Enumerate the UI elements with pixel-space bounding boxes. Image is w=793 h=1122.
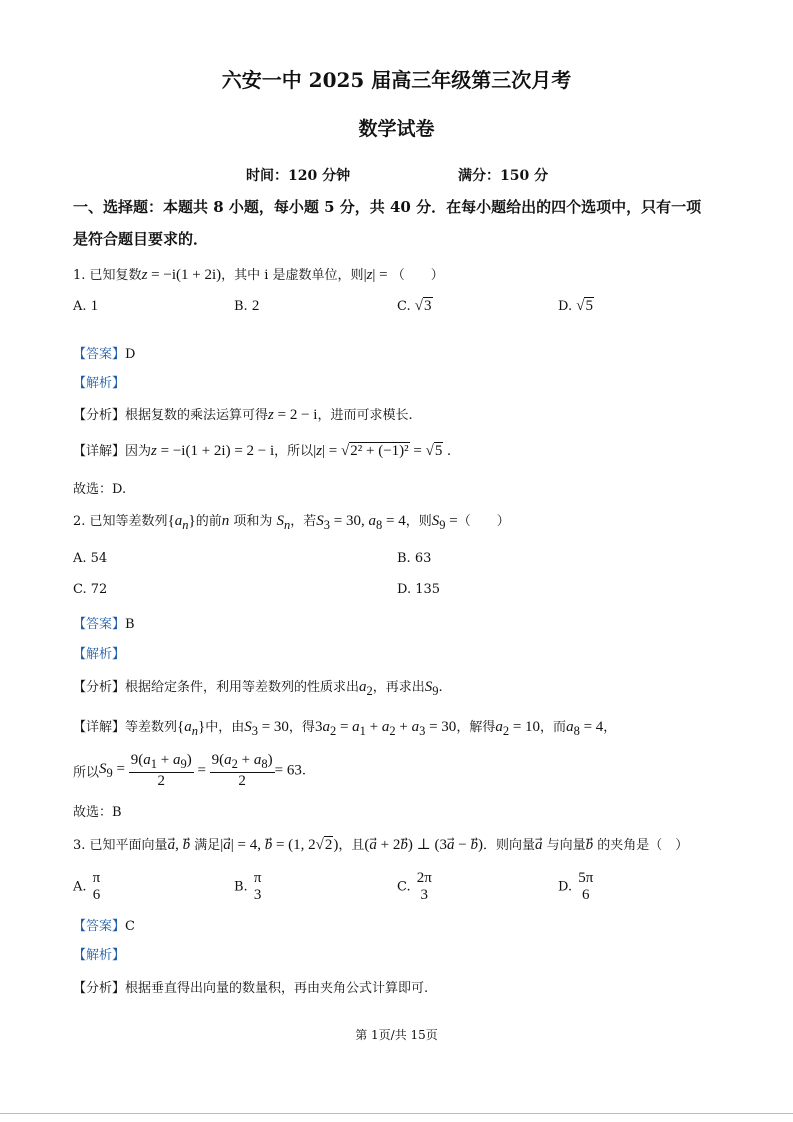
option-c: C. √3 [397,298,432,314]
option-d: D. 135 [397,582,441,597]
section-heading-cont: 是符合题目要求的． [73,230,209,248]
detail-2-formula: 所以$S_9$ = $\frac{9(a_1 + a_9)}{2}$ = $\frac{9(a_2 + a_8)}{2}$ = 63. [73,752,306,789]
analysis-label: 【解析】 [73,647,126,662]
section-heading: 一、选择题：本题共 8 小题，每小题 5 分，共 40 分．在每小题给出的四个选项中，只有一项 [73,198,702,216]
choose-1: 故选：D. [73,482,127,497]
exam-score: 满分：150 分 [458,168,549,184]
option-d: D. 5π 6 [558,870,594,903]
option-d: D. √5 [558,298,593,314]
page-subtitle: 数学试卷 [358,118,435,140]
question-3: 3. 已知平面向量a⃗, b 满足|a⃗| = 4, b⃗ = (1, 2√2)，且(a⃗ + 2b⃗) ⊥ (3a⃗ − b⃗)．则向量a 与向量b 的夹角是（ ） [73,837,689,853]
option-a: A. π 6 [73,870,101,903]
answer-2: 【答案】B [73,617,135,632]
analysis-label: 【解析】 [73,948,126,963]
question-number: 1. [73,268,86,283]
option-c: C. 2π 3 [397,870,432,903]
analysis-label: 【解析】 [73,376,126,391]
page-title: 六安一中 2025 届高三年级第三次月考 [221,68,572,92]
choose-2: 故选：B [73,805,122,820]
fenxi-2: 【分析】根据给定条件，利用等差数列的性质求出$a_2$，再求出$S_9$. [73,679,443,698]
option-a: A. 1 [73,298,99,314]
detail-2: 【详解】等差数列$\{a_n\}$中，由$S_3 = 30$，得$3a_2 = a_1 + a_2 + a_3 = 30$，解得$a_2 = 10$，而$a_8 = 4$， [73,719,617,738]
detail-1: 【详解】因为z = −i(1 + 2i) = 2 − i，所以|z| = √2² + (−1)² = √5 . [73,443,451,459]
page-footer: 第 1页/共 15页 [355,1028,438,1042]
question-1: 1. 已知复数z = −i(1 + 2i)，其中 i 是虚数单位，则|z| = （ ） [73,267,444,283]
option-a: A. 54 [73,551,108,566]
question-number: 3. [73,838,86,853]
fenxi-1: 【分析】根据复数的乘法运算可得z = 2 − i，进而可求模长. [73,407,413,423]
option-c: C. 72 [73,582,108,597]
option-b: B. 63 [397,551,432,566]
answer-3: 【答案】C [73,919,135,934]
page-bottom-divider [0,1113,793,1114]
answer-1: 【答案】D [73,347,136,362]
question-number: 2. [73,514,86,529]
option-b: B. 2 [234,298,260,314]
option-b: B. π 3 [234,870,262,903]
question-2: 2. 已知等差数列$\{a_n\}$的前n 项和为 $S_n$，若$S_3 = 30$, $a_8 = 4$，则$S_9$ =（ ） [73,513,510,532]
fenxi-3: 【分析】根据垂直得出向量的数量积，再由夹角公式计算即可. [73,981,429,996]
exam-time: 时间：120 分钟 [246,168,351,184]
